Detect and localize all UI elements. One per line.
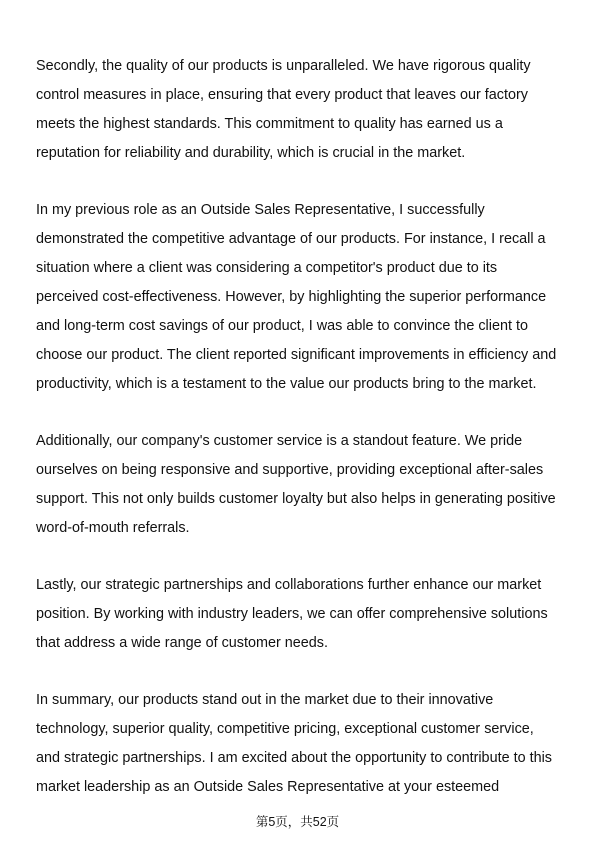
text-line: Secondly, the quality of our products is unparalleled. We have rigorous quality: [36, 58, 531, 74]
text-line: technology, superior quality, competitive pricing, exceptional customer service,: [36, 721, 534, 737]
paragraph-quality: [36, 52, 564, 168]
text-line: In my previous role as an Outside Sales Representative, I successfully: [36, 202, 485, 218]
text-line: perceived cost-effectiveness. However, by highlighting the superior performance: [36, 289, 547, 305]
text-line: productivity, which is a testament to the value our products bring to the market.: [36, 376, 537, 392]
text-line: and strategic partnerships. I am excited about the opportunity to contribute to this: [36, 750, 552, 766]
paragraph-previous-role: [36, 196, 564, 399]
text-line: Additionally, our company's customer service is a standout feature. We pride: [36, 433, 523, 449]
paragraph-customer-service: [36, 427, 564, 543]
paragraph-partnerships: [36, 571, 564, 658]
text-line: choose our product. The client reported significant improvements in efficiency and: [36, 347, 557, 363]
document-body: [36, 52, 564, 830]
text-line: that address a wide range of customer needs.: [36, 635, 328, 651]
text-line: In summary, our products stand out in the market due to their innovative: [36, 692, 494, 708]
text-line: and long-term cost savings of our product, I was able to convince the client to: [36, 318, 528, 334]
page-number-footer: 第5页，共52页: [255, 815, 340, 829]
text-line: word-of-mouth referrals.: [36, 520, 190, 536]
text-line: ourselves on being responsive and supportive, providing exceptional after-sales: [36, 462, 544, 478]
text-line: market leadership as an Outside Sales Representative at your esteemed: [36, 779, 500, 795]
text-line: reputation for reliability and durability, which is crucial in the market.: [36, 145, 466, 161]
text-line: position. By working with industry leaders, we can offer comprehensive solutions: [36, 606, 548, 622]
text-line: situation where a client was considering a competitor's product due to its: [36, 260, 498, 276]
text-line: Lastly, our strategic partnerships and collaborations further enhance our market: [36, 577, 542, 593]
text-line: demonstrated the competitive advantage of our products. For instance, I recall a: [36, 231, 546, 247]
text-line: meets the highest standards. This commitment to quality has earned us a: [36, 116, 503, 132]
text-line: support. This not only builds customer loyalty but also helps in generating positive: [36, 491, 556, 507]
text-line: control measures in place, ensuring that every product that leaves our factory: [36, 87, 528, 103]
paragraph-summary: [36, 686, 564, 802]
